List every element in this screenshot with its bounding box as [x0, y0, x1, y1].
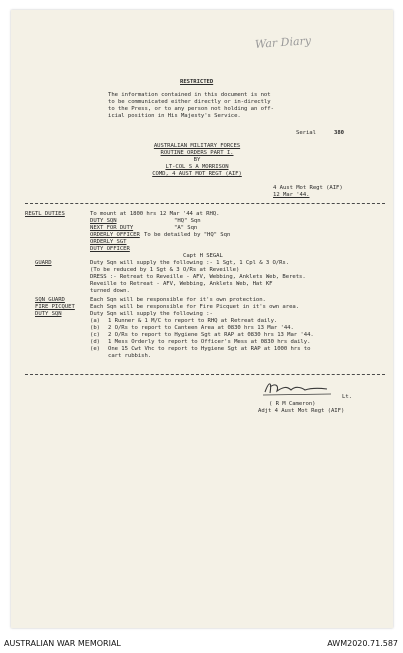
document-page — [11, 10, 393, 628]
order-date: 12 Mar '44. — [273, 192, 310, 198]
caveat-line-3: to the Press, or to any person not holding an off- — [108, 106, 274, 112]
duty-item-text: 1 Runner & 1 M/C to report to RHQ at Retreat daily. — [108, 318, 278, 324]
guard-label: GUARD — [35, 260, 52, 266]
heading-line-3: BY — [193, 157, 201, 163]
duty-sqn-label: DUTY SQN — [35, 311, 62, 317]
duty-officer-name: Capt H SEGAL — [183, 253, 223, 259]
heading-line-1: AUSTRALIAN MILITARY FORCES — [153, 143, 241, 149]
heading-line-4: LT-COL S A MORRISON — [165, 164, 229, 170]
duty-item-key: (a) — [90, 318, 100, 324]
signature-mark — [261, 378, 336, 398]
guard-line: (To be reduced by 1 Sgt & 3 O/Rs at Reveille) — [90, 267, 240, 273]
duty-row-key: DUTY SQN — [90, 218, 117, 224]
duty-row-key: NEXT FOR DUTY — [90, 225, 134, 231]
signature-name: ( R M Cameron) — [269, 401, 316, 407]
footer-accession-number: AWM2020.71.587 — [327, 639, 398, 648]
duty-item-key: (d) — [90, 339, 100, 345]
guard-line: Duty Sqn will supply the following :- 1 Sgt, 1 Cpl & 3 O/Rs. — [90, 260, 290, 266]
unit-name: 4 Aust Mot Regt (AIF) — [273, 185, 343, 191]
duty-sqn-intro: Duty Sqn will supply the following :- — [90, 311, 213, 317]
duty-item-key: (b) — [90, 325, 100, 331]
regtl-duties-intro: To mount at 1800 hrs 12 Mar '44 at RHQ. — [90, 211, 220, 217]
signature-appointment: Adjt 4 Aust Mot Regt (AIF) — [258, 408, 345, 414]
sqn-guard-text: Each Sqn will be responsible for it's own protection. — [90, 297, 266, 303]
serial-label: Serial — [296, 130, 316, 136]
duty-row-value: "A" Sqn — [174, 225, 198, 231]
duty-row-value: "HQ" Sqn — [174, 218, 201, 224]
duty-item-text: 1 Mess Orderly to report to Officer's Mess at 0830 hrs daily. — [108, 339, 311, 345]
duty-item-text: One 15 Cwt Vhc to report to Hygiene Sgt at RAP at 1000 hrs to — [108, 346, 311, 352]
caveat-line-1: The information contained in this document is not — [108, 92, 271, 98]
duty-item-text: 2 O/Rs to report to Hygiene Sgt at RAP at 0830 hrs 13 Mar '44. — [108, 332, 314, 338]
footer-credit: AUSTRALIAN WAR MEMORIAL — [4, 639, 121, 648]
guard-line: DRESS :- Retreat to Reveille - AFV, Webbing, Anklets Web, Berets. — [90, 274, 306, 280]
regtl-duties-label: REGTL DUTIES — [25, 211, 65, 217]
caveat-line-4: icial position in His Majesty's Service. — [108, 113, 241, 119]
duty-row-key: ORDERLY SGT — [90, 239, 127, 245]
duty-item-key: (e) — [90, 346, 100, 352]
fire-picquet-label: FIRE PICQUET — [35, 304, 75, 310]
duty-item-key: (c) — [90, 332, 100, 338]
serial-number: 380 — [334, 130, 344, 136]
classification-heading: RESTRICTED — [180, 79, 214, 85]
guard-line: Reveille to Retreat - AFV, Webbing, Anklets Web, Hat KF — [90, 281, 273, 287]
guard-line: turned down. — [90, 288, 130, 294]
sqn-guard-label: SQN GUARD — [35, 297, 65, 303]
heading-line-5: COMD, 4 AUST MOT REGT (AIF) — [152, 171, 242, 177]
fire-picquet-text: Each Sqn will be responsible for Fire Picquet in it's own area. — [90, 304, 300, 310]
duty-row-key: DUTY OFFICER — [90, 246, 130, 252]
duty-row-key: ORDERLY OFFICER — [90, 232, 140, 238]
duty-item-text: 2 O/Rs to report to Canteen Area at 0830 hrs 13 Mar '44. — [108, 325, 294, 331]
caveat-line-2: to be communicated either directly or in-directly — [108, 99, 271, 105]
heading-line-2: ROUTINE ORDERS PART I. — [160, 150, 234, 156]
handwritten-note: War Diary — [254, 34, 312, 51]
divider-bottom — [25, 374, 385, 375]
duty-item-text: cart rubbish. — [108, 353, 152, 359]
signature-rank: Lt. — [342, 394, 352, 400]
duty-row-value: To be detailed by "HQ" Sqn — [144, 232, 231, 238]
divider-top — [25, 203, 385, 204]
